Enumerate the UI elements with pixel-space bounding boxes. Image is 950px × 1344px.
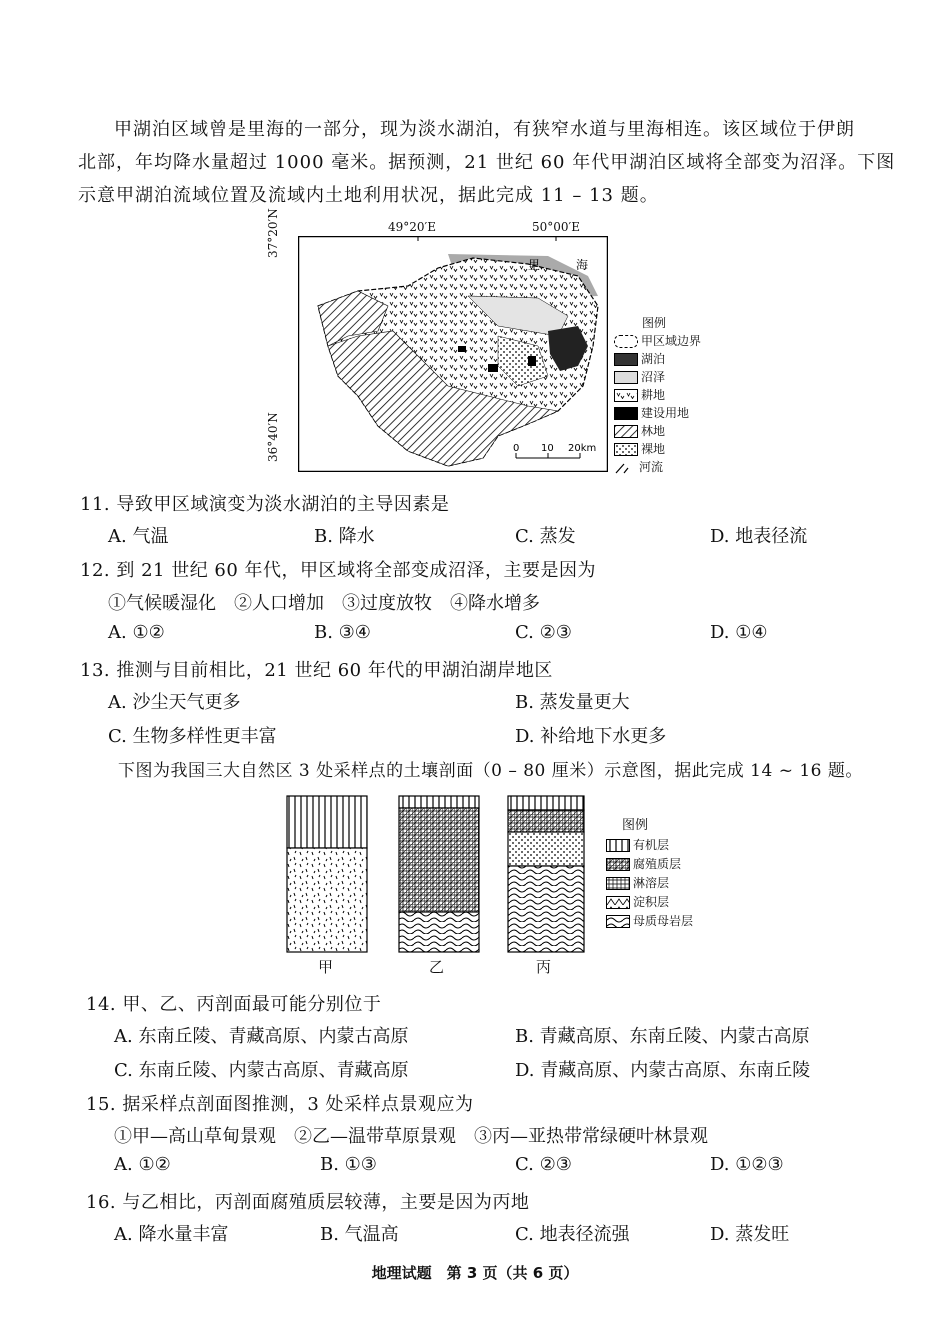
map-frame: [298, 236, 608, 472]
lon-label-right: 50°00′E: [532, 220, 581, 234]
sea-label-1: 里: [528, 258, 541, 272]
map-legend-farmland: [614, 386, 665, 403]
intro1-line2: 北部，年均降水量超过 1000 毫米。据预测，21 世纪 60 年代甲湖泊区域将全部变为沼泽。下图: [78, 152, 896, 173]
question-13-stem: 13. 推测与目前相比，21 世纪 60 年代的甲湖泊湖岸地区: [80, 660, 553, 681]
watershed-map: [266, 208, 716, 480]
profile-label-yi: 乙: [429, 958, 445, 976]
soil-profile-figure: [286, 790, 726, 980]
legend-label: 沼泽: [641, 370, 666, 384]
q12-option-a[interactable]: A. ①②: [108, 622, 165, 643]
map-legend-lake: [614, 350, 665, 367]
map-legend-boundary: [614, 332, 701, 349]
q13-option-d[interactable]: D. 补给地下水更多: [515, 726, 667, 747]
profile-bing: [508, 796, 584, 952]
river-icon: [614, 462, 636, 474]
eluvial-swatch: [606, 877, 630, 890]
bare-swatch: [614, 443, 638, 456]
map-legend-bare: [614, 440, 665, 457]
illuvial-swatch: [606, 896, 630, 909]
profile-yi: [399, 796, 479, 952]
q12-option-b[interactable]: B. ③④: [314, 622, 371, 643]
q13-option-c[interactable]: C. 生物多样性更丰富: [108, 726, 277, 747]
question-11-stem: 11. 导致甲区域演变为淡水湖泊的主导因素是: [80, 494, 450, 515]
parent-material-swatch: [606, 915, 630, 928]
q12-items: ①气候暖湿化 ②人口增加 ③过度放牧 ④降水增多: [108, 593, 540, 614]
q15-option-a[interactable]: A. ①②: [114, 1154, 171, 1175]
legend-label: 河流: [639, 460, 664, 474]
soil-legend-eluvial: [606, 874, 669, 891]
q16-option-a[interactable]: A. 降水量丰富: [114, 1224, 229, 1245]
profile-jia: [287, 796, 367, 952]
legend-label: 淋溶层: [633, 876, 670, 890]
soil-legend-organic: [606, 836, 669, 853]
profile-label-bing: 丙: [536, 958, 552, 976]
q11-option-b[interactable]: B. 降水: [314, 526, 375, 547]
q16-option-d[interactable]: D. 蒸发旺: [710, 1224, 790, 1245]
legend-label: 耕地: [641, 388, 666, 402]
q13-option-a[interactable]: A. 沙尘天气更多: [108, 692, 241, 713]
intro1-line3: 示意甲湖泊流域位置及流域内土地利用状况，据此完成 11 – 13 题。: [78, 185, 659, 206]
map-legend-forest: [614, 422, 665, 439]
q16-option-b[interactable]: B. 气温高: [320, 1224, 399, 1245]
lat-label-top: 37°20′N: [266, 208, 280, 258]
lon-label-left: 49°20′E: [388, 220, 437, 234]
q15-items: ①甲—高山草甸景观 ②乙—温带草原景观 ③丙—亚热带常绿硬叶林景观: [114, 1126, 708, 1147]
question-16-stem: 16. 与乙相比，丙剖面腐殖质层较薄，主要是因为丙地: [86, 1192, 530, 1213]
q14-option-b[interactable]: B. 青藏高原、东南丘陵、内蒙古高原: [515, 1026, 810, 1047]
swamp-swatch: [614, 371, 638, 384]
map-legend-builtup: [614, 404, 689, 421]
humus-swatch: [606, 858, 630, 871]
q15-option-c[interactable]: C. ②③: [515, 1154, 572, 1175]
question-12-stem: 12. 到 21 世纪 60 年代，甲区域将全部变成沼泽，主要是因为: [80, 560, 597, 581]
soil-legend-humus: [606, 855, 681, 872]
profile-label-jia: 甲: [318, 958, 334, 976]
q11-option-c[interactable]: C. 蒸发: [515, 526, 576, 547]
legend-label: 淀积层: [633, 895, 670, 909]
q13-option-b[interactable]: B. 蒸发量更大: [515, 692, 630, 713]
intro-paragraph-2: 下图为我国三大自然区 3 处采样点的土壤剖面（0 – 80 厘米）示意图，据此完成 14 ~ 16 题。: [118, 761, 863, 781]
map-legend-river: [614, 458, 663, 475]
forest-swatch: [614, 425, 638, 438]
q15-option-b[interactable]: B. ①③: [320, 1154, 377, 1175]
soil-legend-title: 图例: [622, 818, 649, 833]
farmland-swatch: [614, 389, 638, 402]
q12-option-d[interactable]: D. ①④: [710, 622, 768, 643]
map-legend-title: 图例: [642, 316, 667, 330]
legend-label: 甲区域边界: [641, 334, 702, 348]
legend-label: 建设用地: [641, 406, 690, 420]
soil-legend-illuvial: [606, 893, 669, 910]
builtup-swatch: [614, 407, 638, 420]
boundary-swatch: [614, 335, 638, 348]
legend-label: 裸地: [641, 442, 666, 456]
q14-option-d[interactable]: D. 青藏高原、内蒙古高原、东南丘陵: [515, 1060, 811, 1081]
q11-option-d[interactable]: D. 地表径流: [710, 526, 808, 547]
legend-label: 有机层: [633, 838, 670, 852]
intro1-line1: 甲湖泊区域曾是里海的一部分，现为淡水湖泊，有狭窄水道与里海相连。该区域位于伊朗: [114, 119, 855, 140]
intro-paragraph-1: [78, 113, 908, 212]
question-15-stem: 15. 据采样点剖面图推测，3 处采样点景观应为: [86, 1094, 474, 1115]
lake-swatch: [614, 353, 638, 366]
scale-0: 0: [513, 443, 520, 454]
q12-option-c[interactable]: C. ②③: [515, 622, 572, 643]
scale-20: 20km: [568, 443, 597, 454]
q14-option-c[interactable]: C. 东南丘陵、内蒙古高原、青藏高原: [114, 1060, 409, 1081]
sea-label-2: 海: [576, 258, 589, 272]
q14-option-a[interactable]: A. 东南丘陵、青藏高原、内蒙古高原: [114, 1026, 409, 1047]
soil-columns: [286, 790, 586, 954]
legend-label: 母质母岩层: [633, 914, 694, 928]
q16-option-c[interactable]: C. 地表径流强: [515, 1224, 630, 1245]
map-legend-swamp: [614, 368, 665, 385]
q15-option-d[interactable]: D. ①②③: [710, 1154, 784, 1175]
q11-option-a[interactable]: A. 气温: [108, 526, 169, 547]
soil-legend-parent: [606, 912, 693, 929]
question-14-stem: 14. 甲、乙、丙剖面最可能分别位于: [86, 994, 382, 1015]
lat-label-bottom: 36°40′N: [266, 412, 280, 462]
legend-label: 湖泊: [641, 352, 666, 366]
organic-swatch: [606, 839, 630, 852]
page-footer: 地理试题 第 3 页（共 6 页）: [371, 1264, 579, 1282]
legend-label: 林地: [641, 424, 666, 438]
scale-10: 10: [541, 443, 554, 454]
legend-label: 腐殖质层: [633, 857, 682, 871]
